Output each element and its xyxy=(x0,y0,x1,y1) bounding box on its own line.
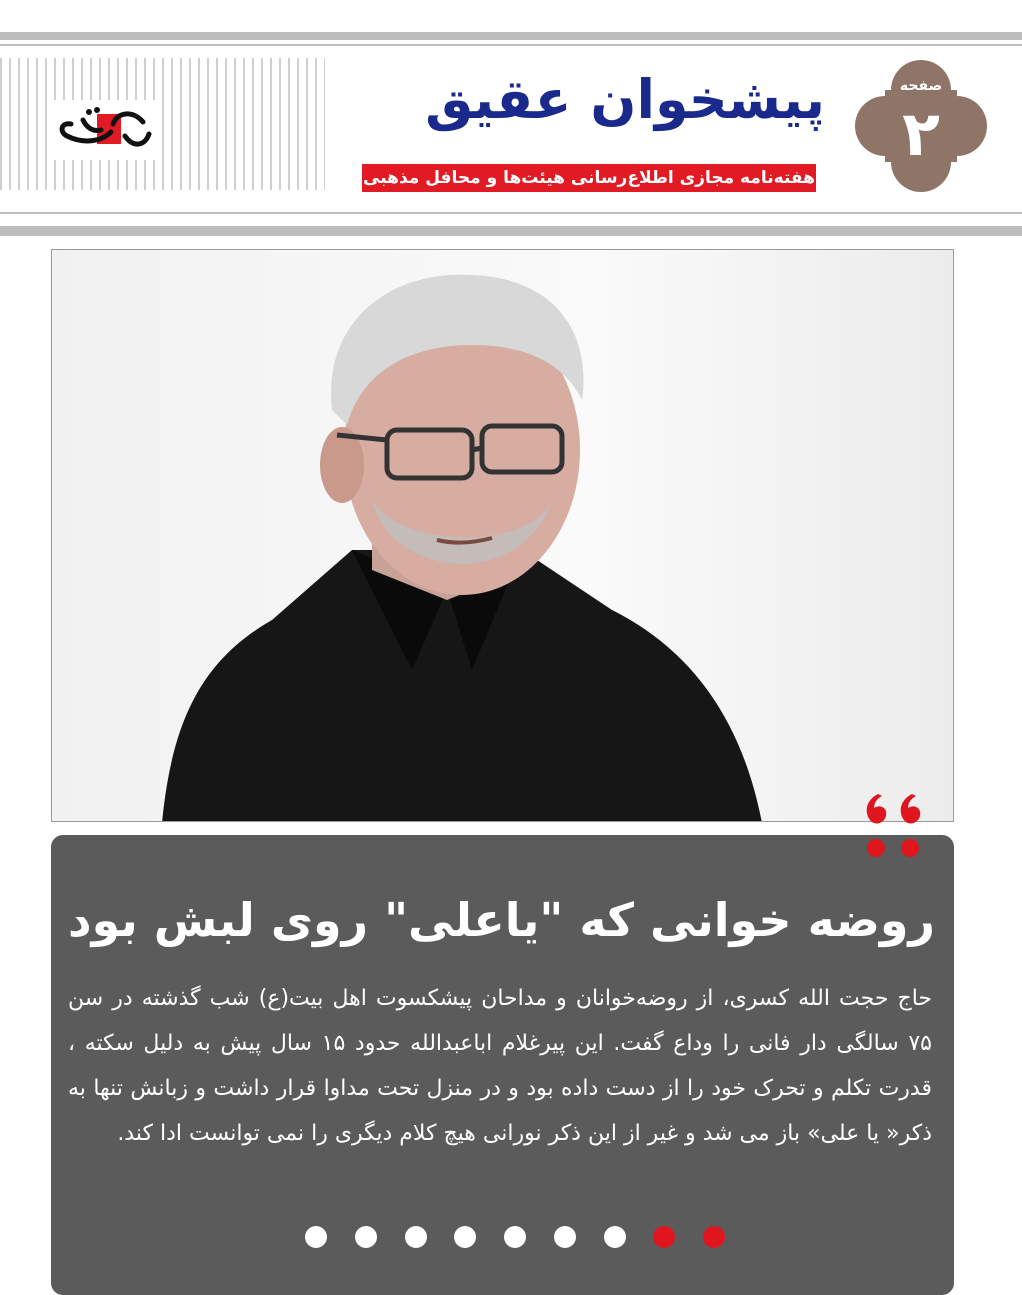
masthead-title: پیشخوان عقیق xyxy=(425,68,825,131)
carousel-dot[interactable] xyxy=(604,1226,626,1248)
masthead-tagline: هفته‌نامه مجازی اطلاع‌رسانی هیئت‌ها و محافل مذهبی xyxy=(362,164,816,192)
carousel-dot[interactable] xyxy=(554,1226,576,1248)
carousel-dot[interactable] xyxy=(405,1226,427,1248)
carousel-dot[interactable] xyxy=(703,1226,725,1248)
page-number-badge xyxy=(855,60,987,192)
page-number: ۲ xyxy=(902,97,940,170)
carousel-indicators xyxy=(305,1225,725,1249)
article-body: حاج حجت الله کسری، از روضه‌خوانان و مداحان پیشکسوت اهل بیت(ع) شب گذشته در سن ۷۵ سالگی دار فانی را وداع گفت. این پیرغلام اباعبدالله حدود ۱۵ سال پیش به دلیل سکته ، قدرت تکلم و تحرک خود را از دست داده بود و در منزل تحت مداوا قرار داشت و زبانش تنها به ذکر« یا علی» باز می شد و غیر از این ذکر نورانی هیچ کلام دیگری را نمی توانست ادا کند. xyxy=(68,986,932,1146)
article-photo xyxy=(51,249,954,822)
carousel-dot[interactable] xyxy=(653,1226,675,1248)
logo-graphic xyxy=(53,102,153,158)
carousel-dot[interactable] xyxy=(305,1226,327,1248)
portrait-illustration xyxy=(52,250,954,822)
header-rule-top-thin xyxy=(0,44,1022,46)
article-headline: روضه خوانی که "یاعلی" روی لبش بود xyxy=(68,893,935,947)
header-rule-bottom-thin xyxy=(0,212,1022,214)
quote-icon xyxy=(860,790,940,860)
carousel-dot[interactable] xyxy=(355,1226,377,1248)
carousel-dot[interactable] xyxy=(504,1226,526,1248)
aqiq-logo-icon xyxy=(48,100,158,160)
header-rule-bottom xyxy=(0,226,1022,236)
header-rule-top xyxy=(0,32,1022,40)
carousel-dot[interactable] xyxy=(454,1226,476,1248)
page-label: صفحه xyxy=(899,78,943,94)
